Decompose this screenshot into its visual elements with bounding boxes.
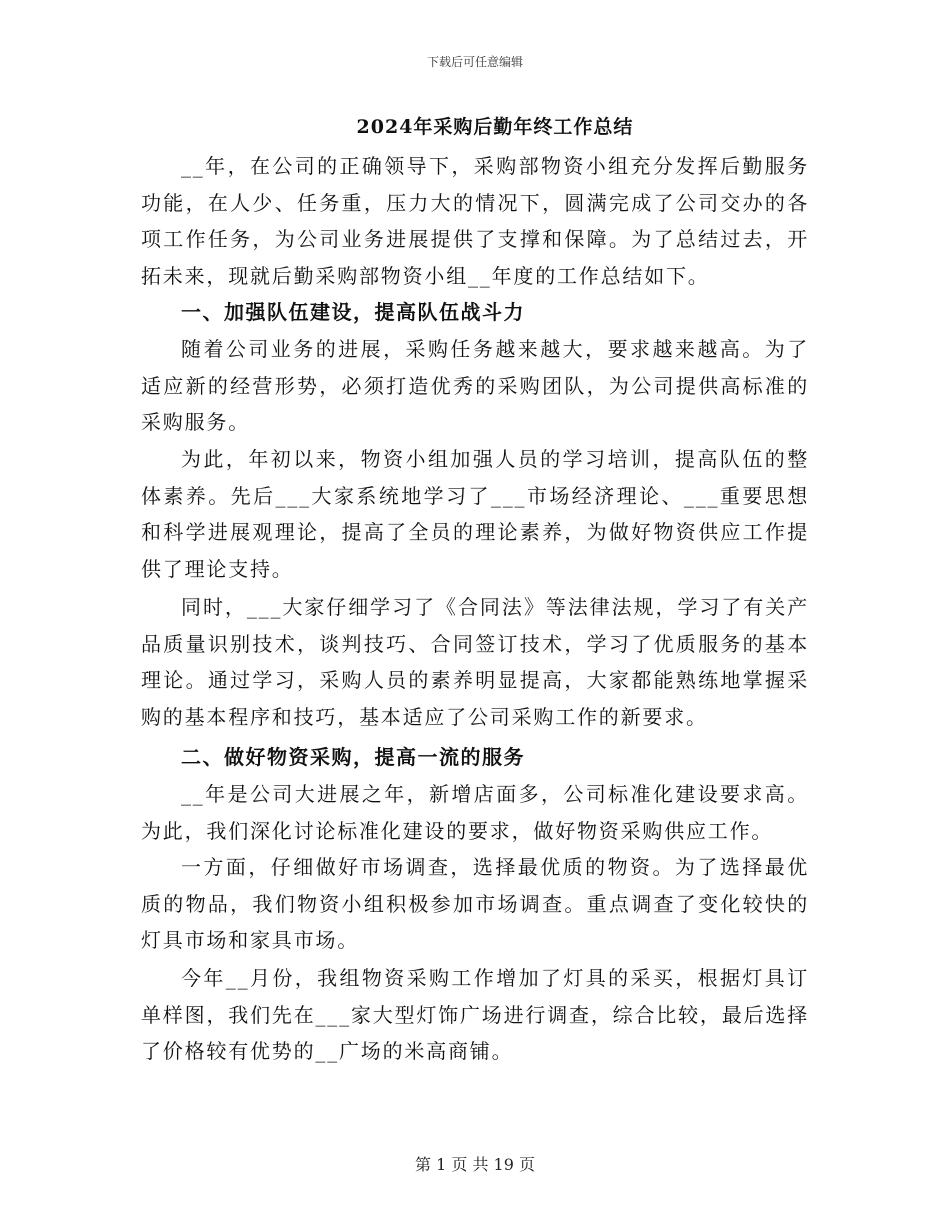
section-heading-1: 一、加强队伍建设，提高队伍战斗力 — [181, 300, 525, 324]
section-heading-2: 二、做好物资采购，提高一流的服务 — [181, 745, 525, 769]
paragraph-intro: __年，在公司的正确领导下，采购部物资小组充分发挥后勤服务功能，在人少、任务重，压力大的情况下，圆满完成了公司交办的各项工作任务，为公司业务进展提供了支撑和保障。为了总结过去，开拓未来，现就后勤采购部物资小组__年度的工作总结如下。 — [141, 154, 809, 288]
paragraph-team-intro: 随着公司业务的进展，采购任务越来越大，要求越来越高。为了适应新的经营形势，必须打造优秀的采购团队，为公司提供高标准的采购服务。 — [141, 337, 809, 434]
paragraph-lighting-purchase: 今年__月份，我组物资采购工作增加了灯具的采买，根据灯具订单样图，我们先在___家大型灯饰广场进行调查，综合比较，最后选择了价格较有优势的__广场的米高商铺。 — [141, 966, 809, 1063]
page-header-note: 下载后可任意编辑 — [426, 55, 523, 69]
document-title: 2024年采购后勤年终工作总结 — [356, 116, 634, 138]
paragraph-training: 为此，年初以来，物资小组加强人员的学习培训，提高队伍的整体素养。先后___大家系统地学习了___市场经济理论、___重要思想和科学进展观理论，提高了全员的理论素养，为做好物资供应工作提供了理论支持。 — [141, 447, 809, 581]
paragraph-market-survey: 一方面，仔细做好市场调查，选择最优质的物资。为了选择最优质的物品，我们物资小组积极参加市场调查。重点调查了变化较快的灯具市场和家具市场。 — [141, 855, 809, 952]
paragraph-expansion: __年是公司大进展之年，新增店面多，公司标准化建设要求高。为此，我们深化讨论标准化建设的要求，做好物资采购供应工作。 — [141, 782, 809, 843]
paragraph-legal-study: 同时，___大家仔细学习了《合同法》等法律法规，学习了有关产品质量识别技术，谈判技巧、合同签订技术，学习了优质服务的基本理论。通过学习，采购人员的素养明显提高，大家都能熟练地掌握采购的基本程序和技巧，基本适应了公司采购工作的新要求。 — [141, 595, 809, 729]
page-number: 第 1 页 共 19 页 — [415, 1155, 535, 1174]
